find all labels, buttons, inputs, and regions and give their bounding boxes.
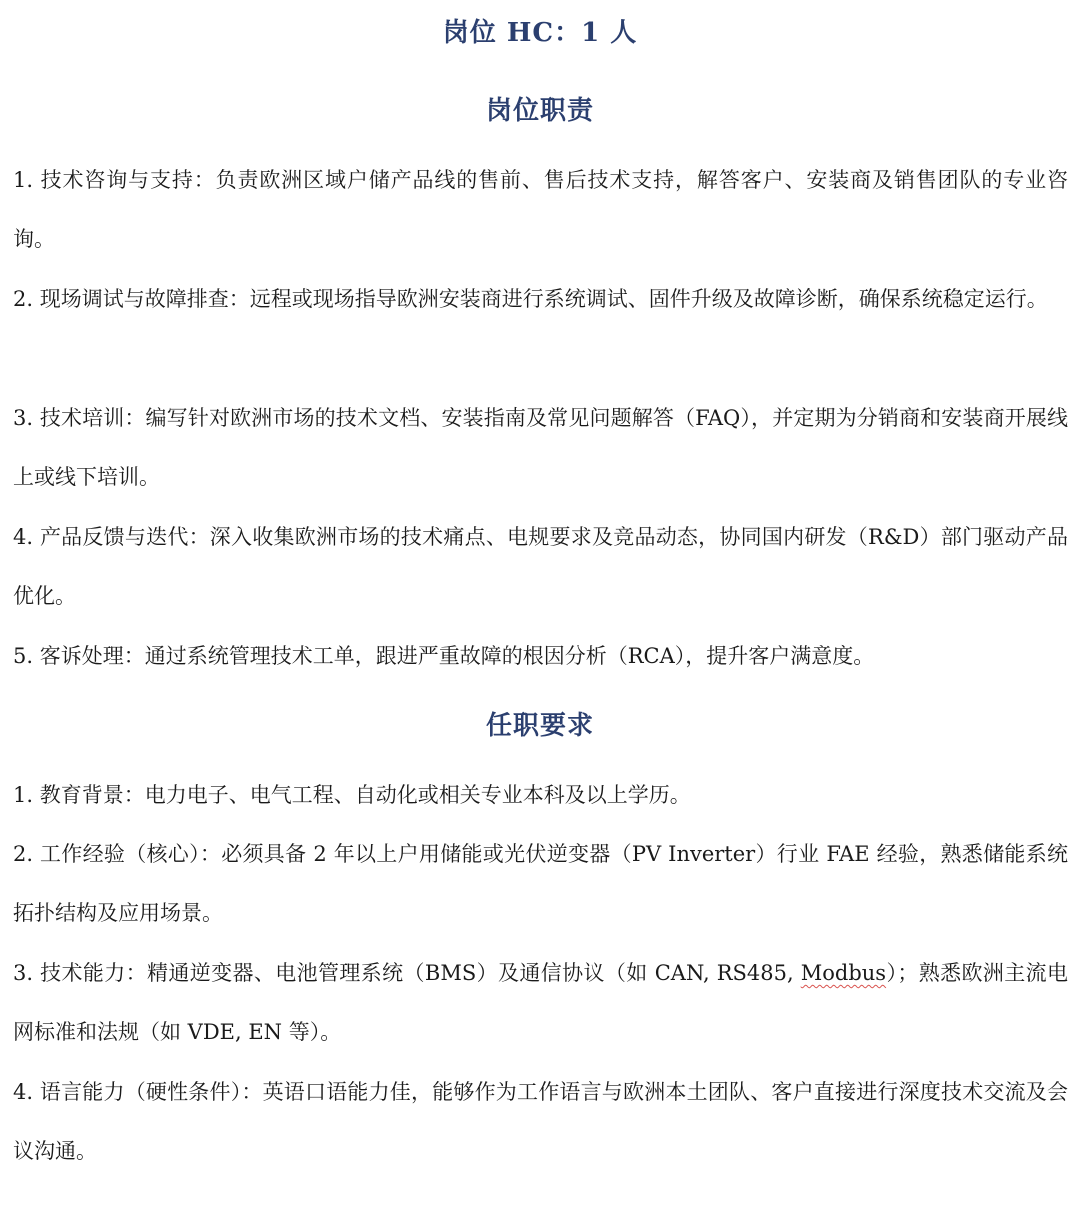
duty-item-2: 2. 现场调试与故障排查：远程或现场指导欧洲安装商进行系统调试、固件升级及故障诊断，确保系统稳定运行。 [13,287,1048,311]
requirement-item-2: 2. 工作经验（核心）：必须具备 2 年以上户用储能或光伏逆变器（PV Inverter）行业 FAE 经验，熟悉储能系统拓扑结构及应用场景。 [13,842,1068,925]
duty-item-5: 5. 客诉处理：通过系统管理技术工单，跟进严重故障的根因分析（RCA），提升客户满意度。 [13,644,875,668]
requirement-item-3-text-end: ）；熟悉欧洲主流电网标准和法规（如 VDE, EN 等）。 [13,961,1068,1044]
requirement-item-3-text: 3. 技术能力：精通逆变器、电池管理系统（BMS）及通信协议（如 CAN, RS485, [13,961,801,985]
requirement-item-1: 1. 教育背景：电力电子、电气工程、自动化或相关专业本科及以上学历。 [13,783,691,807]
requirements-title: 任职要求 [485,711,594,741]
spellcheck-flagged-word: Modbus [800,961,887,985]
duty-item-4: 4. 产品反馈与迭代：深入收集欧洲市场的技术痛点、电规要求及竞品动态，协同国内研发（R&D）部门驱动产品优化。 [13,525,1068,608]
duty-item-3: 3. 技术培训：编写针对欧洲市场的技术文档、安装指南及常见问题解答（FAQ），并定期为分销商和安装商开展线上或线下培训。 [13,406,1068,489]
duty-item-1: 1. 技术咨询与支持：负责欧洲区域户储产品线的售前、售后技术支持，解答客户、安装商及销售团队的专业咨询。 [13,168,1068,251]
hc-heading: 岗位 HC：1 人 [442,18,638,48]
requirement-item-3 [13,944,1068,1062]
requirement-item-4: 4. 语言能力（硬性条件）：英语口语能力佳，能够作为工作语言与欧洲本土团队、客户直接进行深度技术交流及会议沟通。 [13,1080,1068,1163]
duties-title: 岗位职责 [485,96,594,126]
